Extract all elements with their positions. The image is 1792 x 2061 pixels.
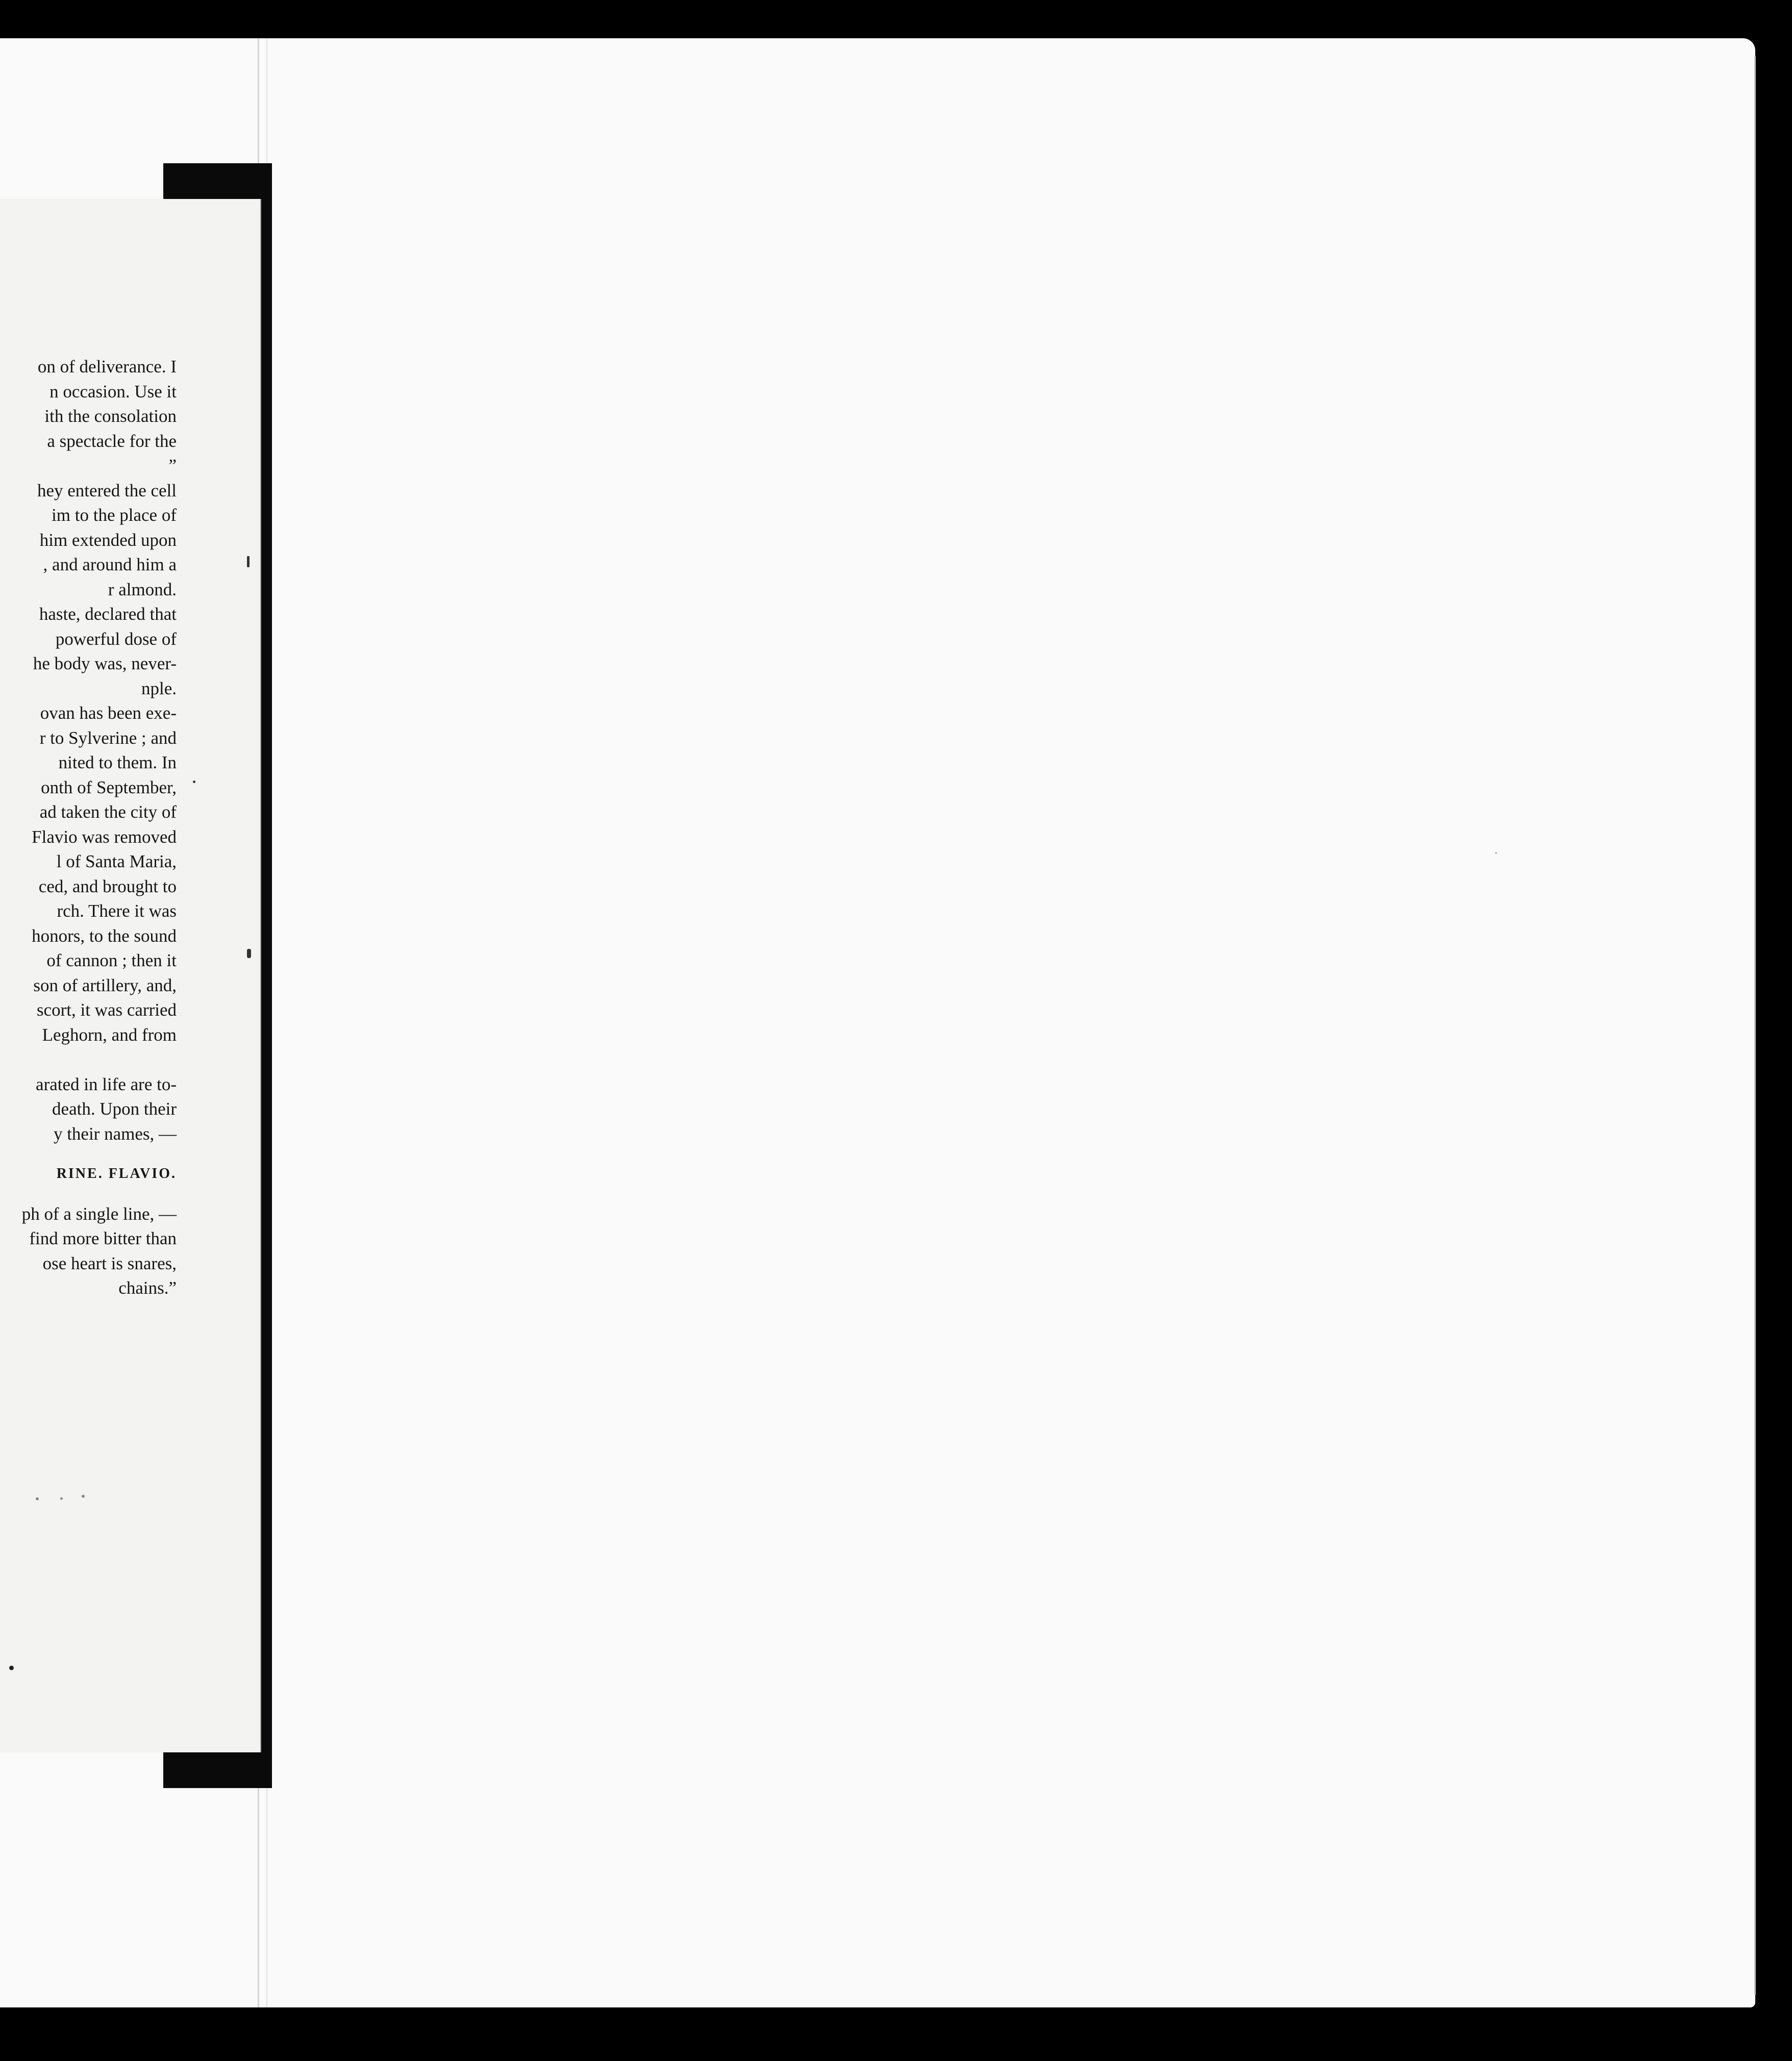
book-page-fragment [0, 199, 261, 1752]
text-line: nited to them. In [58, 752, 177, 772]
text-line: son of artillery, and, [33, 975, 177, 995]
text-line: chains.” [118, 1278, 177, 1298]
ink-speck [82, 1495, 85, 1498]
text-line: Leghorn, and from [42, 1024, 177, 1045]
text-line: him extended upon [39, 530, 177, 550]
text-line: honors, to the sound [32, 925, 177, 946]
text-line: Flavio was removed [32, 826, 177, 847]
ink-speck [36, 1497, 39, 1500]
paper-speck [1495, 852, 1497, 854]
margin-mark [247, 949, 251, 958]
text-line: ith the consolation [44, 406, 177, 426]
text-line: nple. [141, 678, 177, 698]
text-line: ” [168, 456, 177, 475]
sheet-right-edge [1754, 56, 1756, 1995]
text-line: ph of a single line, — [21, 1203, 177, 1224]
text-line: , and around him a [43, 555, 177, 574]
text-line: scort, it was carried [36, 1000, 177, 1020]
ink-speck [9, 1666, 14, 1670]
text-line: a spectacle for the [47, 431, 177, 451]
text-line: haste, declared that [39, 604, 177, 624]
text-line: r to Sylverine ; and [39, 727, 177, 748]
text-line: ose heart is snares, [42, 1253, 177, 1273]
text-line: death. Upon their [52, 1099, 177, 1119]
text-line: onth of September, [41, 777, 177, 797]
text-line: r almond. [108, 579, 177, 599]
text-line: arated in life are to- [36, 1074, 177, 1094]
text-line: ced, and brought to [38, 876, 177, 896]
text-line [0, 1047, 177, 1072]
text-line: hey entered the cell [37, 480, 177, 500]
text-line: powerful dose of [55, 629, 177, 649]
text-line: ovan has been exe- [40, 703, 177, 723]
text-line: ad taken the city of [39, 802, 177, 822]
text-line: of cannon ; then it [46, 950, 177, 970]
text-line: l of Santa Maria, [56, 851, 177, 871]
margin-mark [247, 556, 250, 567]
margin-mark [193, 781, 195, 783]
text-line: find more bitter than [29, 1228, 177, 1248]
spacer [0, 1187, 177, 1202]
epitaph-line: RINE. FLAVIO. [56, 1166, 177, 1182]
text-line: rch. There it was [57, 901, 177, 921]
text-line: y their names, — [53, 1123, 177, 1144]
text-line: he body was, never- [33, 654, 177, 673]
text-line: on of deliverance. I [37, 357, 177, 376]
text-line: im to the place of [52, 505, 177, 525]
text-line: n occasion. Use it [49, 381, 177, 401]
page-text-column [0, 355, 177, 1301]
ink-speck [60, 1497, 63, 1500]
spacer [0, 1146, 177, 1162]
